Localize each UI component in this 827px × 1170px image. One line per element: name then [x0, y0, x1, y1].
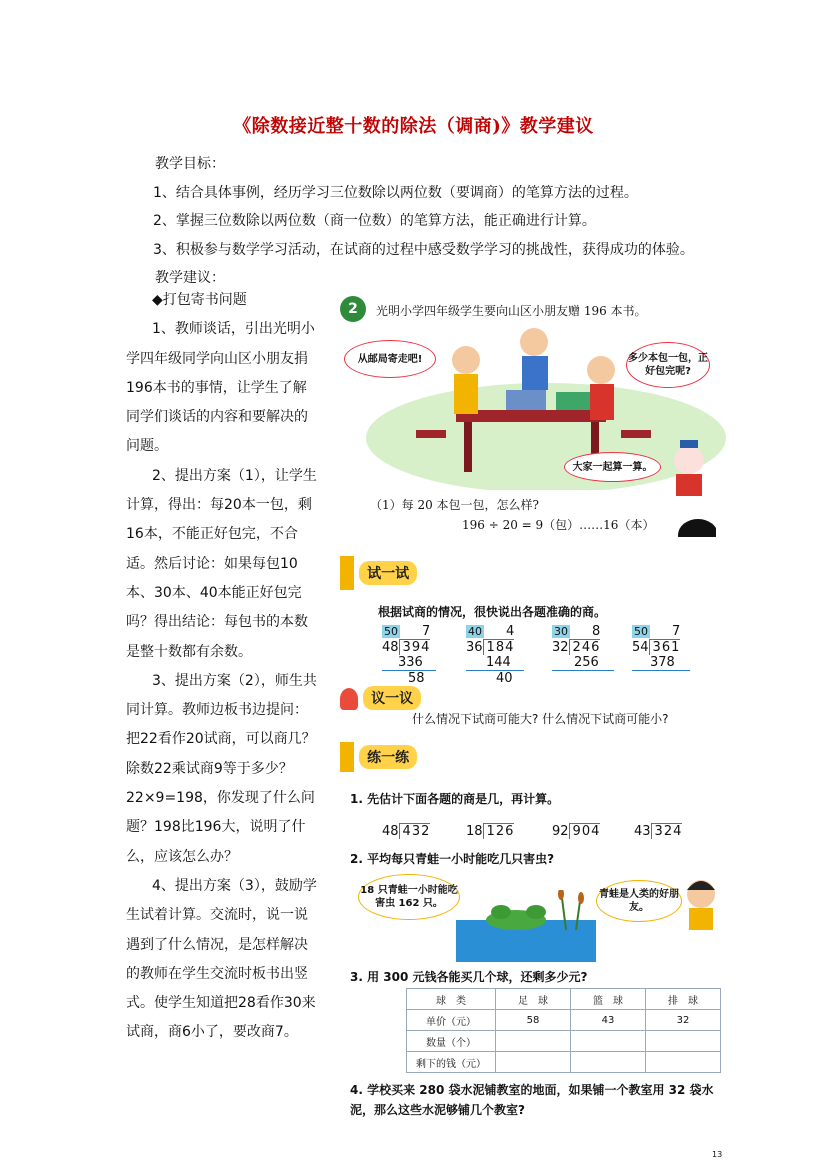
table-cell: [496, 1052, 571, 1073]
dividend: 184: [483, 639, 515, 655]
quotient: 8: [592, 624, 601, 639]
division-problem: [634, 823, 682, 839]
product: 378: [632, 655, 690, 671]
dividend: 394: [399, 639, 431, 655]
discuss-question: 什么情况下试商可能大? 什么情况下试商可能小?: [412, 712, 669, 726]
character-icon: [340, 688, 358, 710]
table-cell: 数量（个）: [407, 1031, 496, 1052]
table-row: [407, 989, 721, 1010]
objective-item: 3、积极参与数学学习活动，在试商的过程中感受数学学习的挑战性，获得成功的体验。: [153, 241, 694, 258]
quotient: 7: [672, 624, 681, 639]
exercise-three-text: 3. 用 300 元钱各能买几个球，还剩多少元?: [350, 970, 588, 984]
dividend: 246: [569, 639, 601, 655]
document-title: 《除数接近整十数的除法（调商)》教学建议: [233, 116, 594, 137]
table-row: [407, 1052, 721, 1073]
table-row: [407, 1031, 721, 1052]
divisor: 36: [466, 640, 483, 655]
trial-quotient: 30: [554, 625, 568, 638]
girl-character-icon: [681, 876, 721, 930]
problem-number-badge: 2: [340, 296, 366, 322]
character-hair-icon: [676, 515, 716, 537]
table-cell: [571, 1052, 646, 1073]
table-header-cell: 球 类: [407, 989, 496, 1010]
suggestion-paragraph: 4、提出方案（3），鼓励学生试着计算。交流时，说一说遇到了什么情况，是怎样解决的教师在学生交流时板书出竖式。使学生知道把28看作30来试商，商6小了，要改商7。: [126, 877, 317, 1041]
ball-price-table: [406, 988, 721, 1073]
table-cell: [646, 1052, 721, 1073]
table-header-cell: 排 球: [646, 989, 721, 1010]
objectives-heading: 教学目标：: [155, 156, 225, 172]
divisor: 54: [632, 640, 649, 655]
suggestion-paragraph: 2、提出方案（1），让学生计算，得出：每20本一包，剩16本，不能正好包完，不合适。然后讨论：如果每包10本、30本、40本能正好包完吗？得出结论：每包书的本数是整十数都有余数。: [126, 467, 317, 660]
table-cell: 43: [571, 1010, 646, 1031]
section-heading: ◆打包寄书问题: [152, 292, 247, 308]
division-problem: [466, 624, 524, 686]
dividend: 324: [651, 823, 683, 839]
practice-section-header: [340, 742, 417, 772]
pencil-icon: [340, 742, 354, 772]
frog-pond-illustration: [456, 890, 596, 962]
remainder: 58: [408, 671, 425, 686]
quotient: 7: [422, 624, 431, 639]
divisor: 43: [634, 824, 651, 839]
try-it-label: 试一试: [359, 561, 417, 585]
pencil-icon: [340, 556, 354, 590]
divisor: 92: [552, 824, 569, 839]
product: 336: [382, 655, 436, 671]
exercise-one-text: 1. 先估计下面各题的商是几，再计算。: [350, 792, 560, 806]
remainder: 40: [496, 671, 513, 686]
objectives-block: [155, 150, 755, 293]
page-number: 13: [712, 1150, 723, 1159]
division-problem: [632, 624, 690, 671]
division-problem: [552, 823, 600, 839]
table-cell: [646, 1031, 721, 1052]
table-cell: 58: [496, 1010, 571, 1031]
divisor: 32: [552, 640, 569, 655]
table-header-cell: 篮 球: [571, 989, 646, 1010]
try-it-section-header: [340, 556, 417, 590]
division-problem: [382, 823, 430, 839]
table-cell: 剩下的钱（元）: [407, 1052, 496, 1073]
table-cell: [496, 1031, 571, 1052]
division-problem: [382, 624, 436, 686]
objective-item: 2、掌握三位数除以两位数（商一位数）的笔算方法，能正确进行计算。: [153, 213, 596, 229]
try-it-instruction: 根据试商的情况，很快说出各题准确的商。: [378, 605, 607, 619]
dividend: 432: [399, 823, 431, 839]
speech-bubble: 从邮局寄走吧!: [344, 340, 436, 378]
trial-quotient: 50: [384, 625, 398, 638]
problem-text: 光明小学四年级学生要向山区小朋友赠 196 本书。: [376, 304, 647, 318]
plan-one-text: （1）每 20 本包一包，怎么样?: [370, 498, 539, 512]
speech-bubble: 多少本包一包，正好包完呢?: [626, 342, 710, 388]
dividend: 361: [649, 639, 681, 655]
table-cell: [571, 1031, 646, 1052]
division-problem: [552, 624, 614, 671]
table-cell: 单价（元）: [407, 1010, 496, 1031]
rabbit-character-icon: [664, 438, 714, 498]
discuss-section-header: [340, 686, 421, 710]
trial-quotient: 40: [468, 625, 482, 638]
dividend: 904: [569, 823, 601, 839]
table-header-cell: 足 球: [496, 989, 571, 1010]
table-cell: 32: [646, 1010, 721, 1031]
speech-bubble: 青蛙是人类的好朋友。: [596, 880, 682, 922]
suggestions-heading: 教学建议：: [155, 270, 225, 286]
exercise-four-text: 4. 学校买来 280 袋水泥铺教室的地面，如果铺一个教室用 32 袋水泥，那么这些水泥够铺几个教室?: [350, 1083, 714, 1117]
textbook-excerpt: [336, 290, 726, 1120]
divisor: 48: [382, 640, 399, 655]
table-row: [407, 1010, 721, 1031]
suggestion-paragraph: 1、教师谈话，引出光明小学四年级同学向山区小朋友捐196本书的事情，让学生了解同学们谈话的内容和要解决的问题。: [126, 321, 315, 455]
product: 144: [466, 655, 524, 671]
speech-bubble: 大家一起算一算。: [564, 452, 661, 482]
practice-label: 练一练: [359, 745, 417, 769]
product: 256: [552, 655, 614, 671]
exercise-two-text: 2. 平均每只青蛙一小时能吃几只害虫?: [350, 852, 555, 866]
suggestions-column: [126, 286, 318, 1048]
quotient: 4: [506, 624, 515, 639]
trial-quotient: 50: [634, 625, 648, 638]
divisor: 48: [382, 824, 399, 839]
plan-one-calculation: 196 ÷ 20 = 9（包）……16（本）: [462, 518, 655, 532]
objective-item: 1、结合具体事例，经历学习三位数除以两位数（要调商）的笔算方法的过程。: [153, 184, 638, 201]
division-problem: [466, 823, 514, 839]
speech-bubble: 18 只青蛙一小时能吃害虫 162 只。: [358, 874, 460, 920]
discuss-label: 议一议: [363, 686, 421, 710]
divisor: 18: [466, 824, 483, 839]
suggestion-paragraph: 3、提出方案（2），师生共同计算。教师边板书边提问：把22看作20试商，可以商几？除数22乘试商9等于多少？22×9=198，你发现了什么问题？198比196大，说明了什么，应该怎么办？: [126, 672, 317, 865]
dividend: 126: [483, 823, 515, 839]
